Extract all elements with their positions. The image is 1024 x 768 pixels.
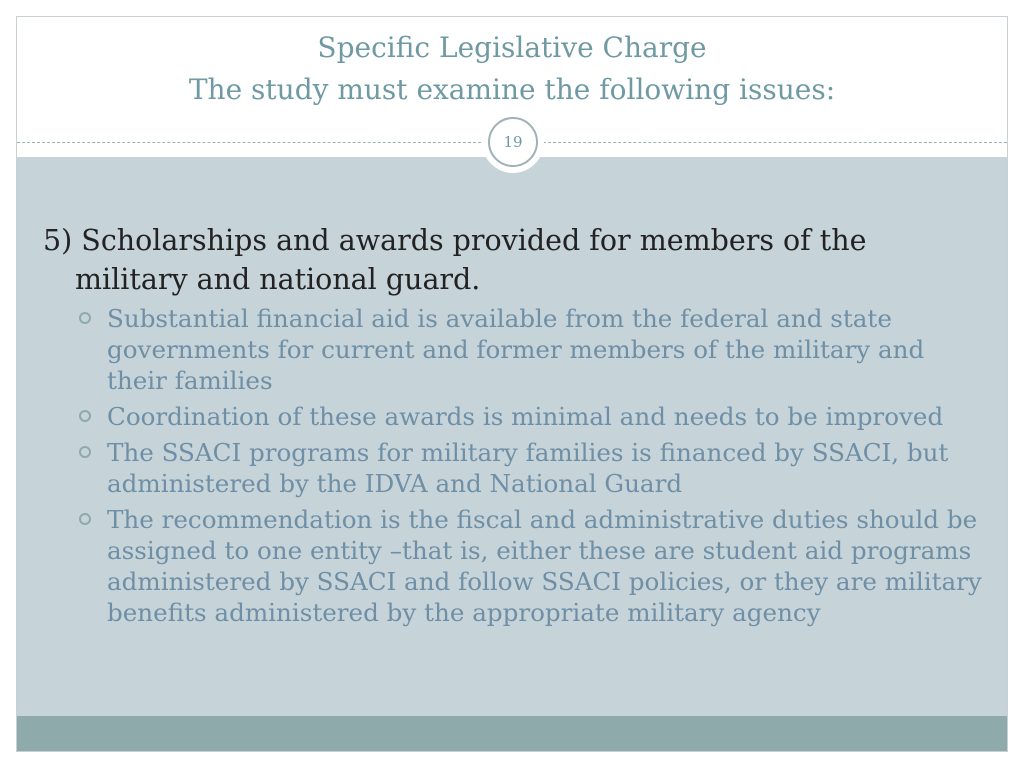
hollow-circle-bullet-icon xyxy=(79,446,91,458)
bullet-text: The SSACI programs for military families is financed by SSACI, but administered by the IDVA and National Guard xyxy=(107,438,949,498)
slide xyxy=(16,16,1008,752)
title-line-1: Specific Legislative Charge xyxy=(317,31,707,64)
bullet-item xyxy=(43,437,983,499)
main-point: 5) Scholarships and awards provided for members of the military and national guard. xyxy=(43,224,867,296)
hollow-circle-bullet-icon xyxy=(79,410,91,422)
bullet-item xyxy=(43,303,983,396)
page-number-badge xyxy=(482,111,544,173)
bullet-text: Coordination of these awards is minimal and needs to be improved xyxy=(107,402,944,431)
title-line-2: The study must examine the following issues: xyxy=(188,73,836,106)
page-number: 19 xyxy=(488,117,538,167)
hollow-circle-bullet-icon xyxy=(79,312,91,324)
bullet-item xyxy=(43,401,983,432)
slide-content xyxy=(43,221,983,633)
bullet-list xyxy=(43,303,983,628)
bullet-text: The recommendation is the fiscal and administrative duties should be assigned to one entity –that is, either these are student aid programs administered by SSACI and follow SSACI policies, or they are military benefits administered by the appropriate military agency xyxy=(107,505,982,627)
footer-band xyxy=(17,716,1007,751)
slide-title xyxy=(17,27,1007,111)
hollow-circle-bullet-icon xyxy=(79,513,91,525)
bullet-text: Substantial financial aid is available from the federal and state governments for current and former members of the military and their families xyxy=(107,304,925,395)
bullet-item xyxy=(43,504,983,628)
